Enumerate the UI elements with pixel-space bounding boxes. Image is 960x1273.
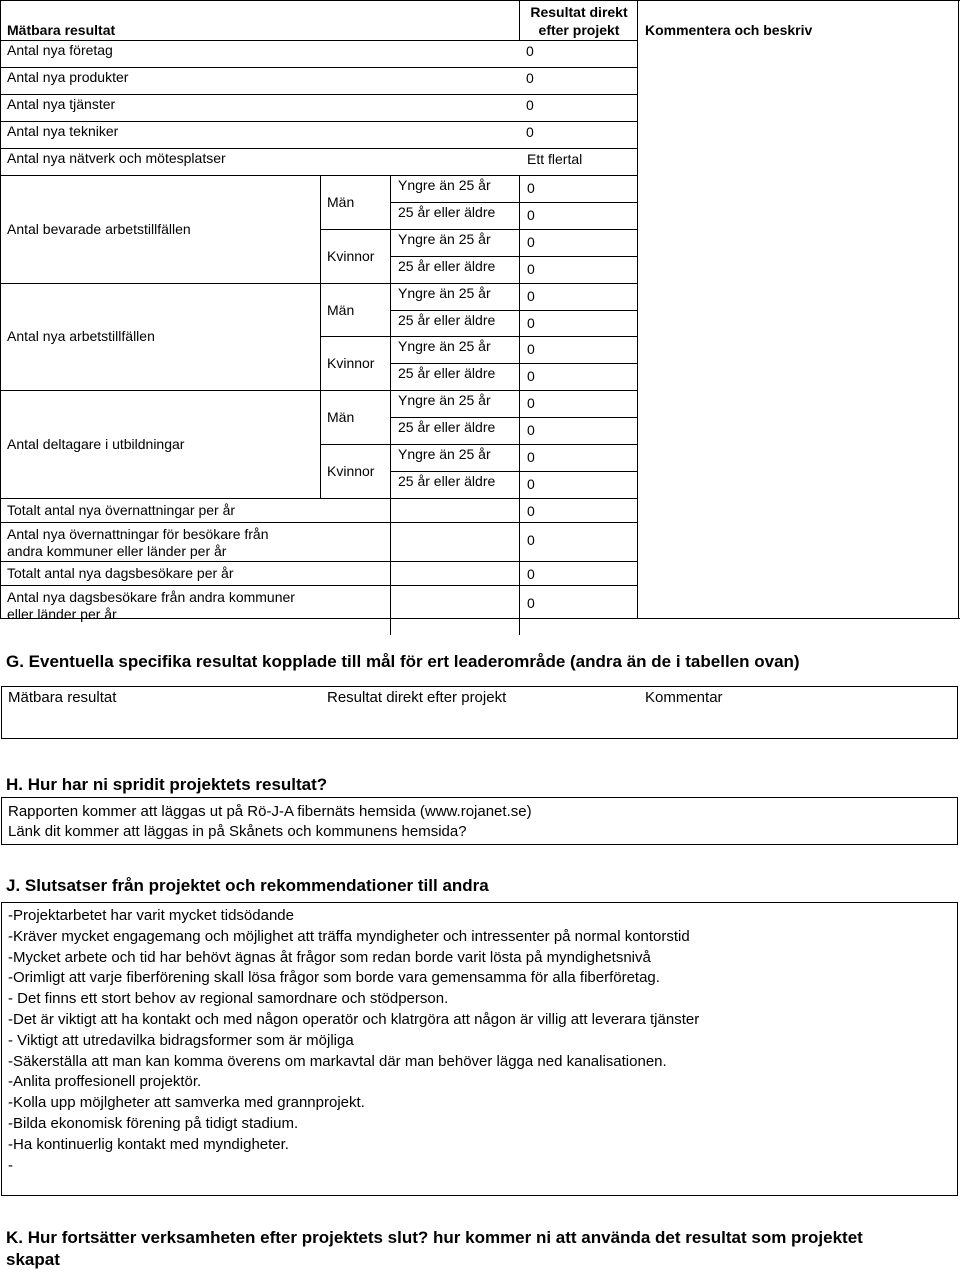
age-label: 25 år eller äldre (398, 419, 496, 436)
row-divider (320, 229, 638, 230)
row-label: Antal nya övernattningar för besökare från (7, 525, 269, 542)
header-comment: Kommentera och beskriv (645, 22, 813, 38)
column-divider (519, 561, 520, 585)
age-value: 0 (527, 314, 535, 331)
age-label: Yngre än 25 år (398, 230, 491, 247)
age-label: 25 år eller äldre (398, 257, 496, 274)
conclusion-line: -Anlita proffesionell projektör. (8, 1073, 202, 1091)
section-k-heading-line2: skapat (6, 1250, 60, 1269)
row-divider (0, 585, 638, 586)
conclusion-line: -Det är viktigt att ha kontakt och med någon operatör och klatrgöra att någon är villig att leverara tjänster (8, 1011, 700, 1028)
conclusion-line: -Ha kontinuerlig kontakt med myndigheter. (8, 1135, 289, 1153)
row-value: 0 (526, 70, 534, 86)
group-label: Antal deltagare i utbildningar (7, 436, 185, 452)
conclusion-line: -Mycket arbete och tid har behövt ägnas åt frågor som redan borde varit lösta på myndighetsnivå (8, 948, 651, 966)
age-value: 0 (527, 341, 535, 358)
table-right-border (958, 0, 959, 619)
result-header-divider (519, 0, 520, 40)
section-g-col-result: Resultat direkt efter projekt (327, 689, 507, 706)
group-label: Antal nya arbetstillfällen (7, 328, 155, 345)
section-k-heading-line1: K. Hur fortsätter verksamheten efter projektets slut? hur kommer ni att använda det resultat som projektet (6, 1228, 863, 1247)
row-divider (0, 522, 638, 523)
row-value: Ett flertal (527, 151, 583, 167)
row-divider (390, 310, 638, 311)
conclusion-line: - Det finns ett stort behov av regional samordnare och stödperson. (8, 990, 449, 1008)
age-value: 0 (527, 206, 535, 223)
table-left-border (0, 0, 1, 619)
row-label: andra kommuner eller länder per år (7, 542, 227, 559)
row-label: Antal nya dagsbesökare från andra kommuner (7, 588, 295, 605)
age-label: Yngre än 25 år (398, 177, 491, 193)
age-value: 0 (527, 287, 535, 304)
row-value: 0 (526, 43, 534, 59)
age-value: 0 (527, 449, 535, 465)
age-value: 0 (527, 475, 535, 492)
gender-label: Män (327, 409, 355, 426)
row-label: Antal nya företag (7, 42, 113, 58)
row-divider (320, 336, 638, 337)
row-divider (320, 444, 638, 445)
section-h-box (1, 797, 958, 845)
age-label: Yngre än 25 år (398, 284, 491, 301)
row-divider (390, 363, 638, 364)
row-divider (390, 417, 638, 418)
conclusion-line: -Orimligt att varje fiberförening skall lösa frågor som borde vara gemensamma för alla fiberföretag. (8, 969, 660, 987)
age-value: 0 (527, 180, 535, 196)
section-h-line: Rapporten kommer att läggas ut på Rö-J-A fibernäts hemsida (www.rojanet.se) (8, 803, 532, 820)
row-value: 0 (527, 502, 535, 519)
group-label: Antal bevarade arbetstillfällen (7, 220, 191, 237)
row-value: 0 (527, 594, 535, 611)
gender-label: Män (327, 193, 355, 210)
table-bottom-border (0, 618, 960, 619)
row-divider (0, 94, 638, 95)
column-divider (519, 585, 520, 635)
age-label: 25 år eller äldre (398, 365, 496, 382)
row-divider (390, 256, 638, 257)
conclusion-line: - Viktigt att utredavilka bidragsformer som är möjliga (8, 1031, 354, 1049)
conclusion-line: -Projektarbetet har varit mycket tidsödande (8, 907, 294, 924)
row-label: eller länder per år (7, 605, 117, 622)
row-divider (0, 390, 638, 391)
age-value: 0 (527, 233, 535, 250)
column-divider (390, 498, 391, 522)
conclusion-line: -Kräver mycket engagemang och möjlighet att träffa myndigheter och intressenter på normal kontorstid (8, 927, 690, 945)
row-divider (0, 40, 638, 41)
section-g-col-measurable: Mätbara resultat (8, 689, 117, 706)
header-result-line2: efter projekt (538, 22, 620, 38)
row-label: Antal nya produkter (7, 69, 129, 85)
section-g-heading: G. Eventuella specifika resultat kopplade till mål för ert leaderområde (andra än de i tabellen ovan) (6, 652, 800, 671)
age-value: 0 (527, 368, 535, 385)
row-divider (0, 175, 638, 176)
row-label: Antal nya tjänster (7, 96, 116, 112)
table-top-border (0, 0, 960, 1)
column-divider (519, 498, 520, 522)
header-measurable: Mätbara resultat (7, 22, 116, 38)
age-label: 25 år eller äldre (398, 472, 496, 489)
row-divider (390, 202, 638, 203)
row-divider (0, 67, 638, 68)
row-value: 0 (526, 124, 534, 140)
section-g-box (1, 686, 958, 739)
column-divider (390, 522, 391, 561)
section-h-heading: H. Hur har ni spridit projektets resultat? (6, 775, 328, 794)
row-divider (0, 121, 638, 122)
gender-label: Män (327, 301, 355, 318)
gender-label: Kvinnor (327, 247, 375, 264)
column-divider (390, 561, 391, 585)
age-label: Yngre än 25 år (398, 338, 491, 355)
age-label: Yngre än 25 år (398, 446, 491, 462)
age-value: 0 (527, 422, 535, 439)
row-divider (0, 283, 638, 284)
row-label: Totalt antal nya dagsbesökare per år (7, 564, 234, 581)
age-value: 0 (527, 260, 535, 277)
section-h-line: Länk dit kommer att läggas in på Skånets och kommunens hemsida? (8, 823, 467, 840)
row-value: 0 (527, 531, 535, 548)
age-value: 0 (527, 395, 535, 412)
row-divider (0, 498, 638, 499)
row-value: 0 (526, 97, 534, 113)
conclusion-line: -Bilda ekonomisk förening på tidigt stadium. (8, 1115, 299, 1132)
row-label: Antal nya tekniker (7, 123, 119, 139)
column-divider (390, 585, 391, 635)
section-g-col-comment: Kommentar (645, 689, 723, 706)
age-label: 25 år eller äldre (398, 203, 496, 220)
section-j-box (1, 902, 958, 1196)
row-divider (0, 561, 638, 562)
conclusion-line: -Kolla upp möjlgheter att samverka med grannprojekt. (8, 1094, 365, 1112)
conclusion-line: - (8, 1156, 13, 1174)
age-label: Yngre än 25 år (398, 392, 491, 409)
row-label: Totalt antal nya övernattningar per år (7, 501, 236, 518)
gender-label: Kvinnor (327, 355, 375, 372)
row-divider (0, 148, 638, 149)
row-value: 0 (527, 565, 535, 582)
header-result-line1: Resultat direkt (530, 4, 628, 20)
section-j-heading: J. Slutsatser från projektet och rekommendationer till andra (6, 876, 489, 895)
row-divider (390, 471, 638, 472)
gender-label: Kvinnor (327, 462, 375, 479)
age-label: 25 år eller äldre (398, 311, 496, 328)
conclusion-line: -Säkerställa att man kan komma överens om markavtal där man behöver lägga ned kanalisationen. (8, 1052, 667, 1070)
row-label: Antal nya nätverk och mötesplatser (7, 150, 226, 166)
column-divider (519, 522, 520, 561)
